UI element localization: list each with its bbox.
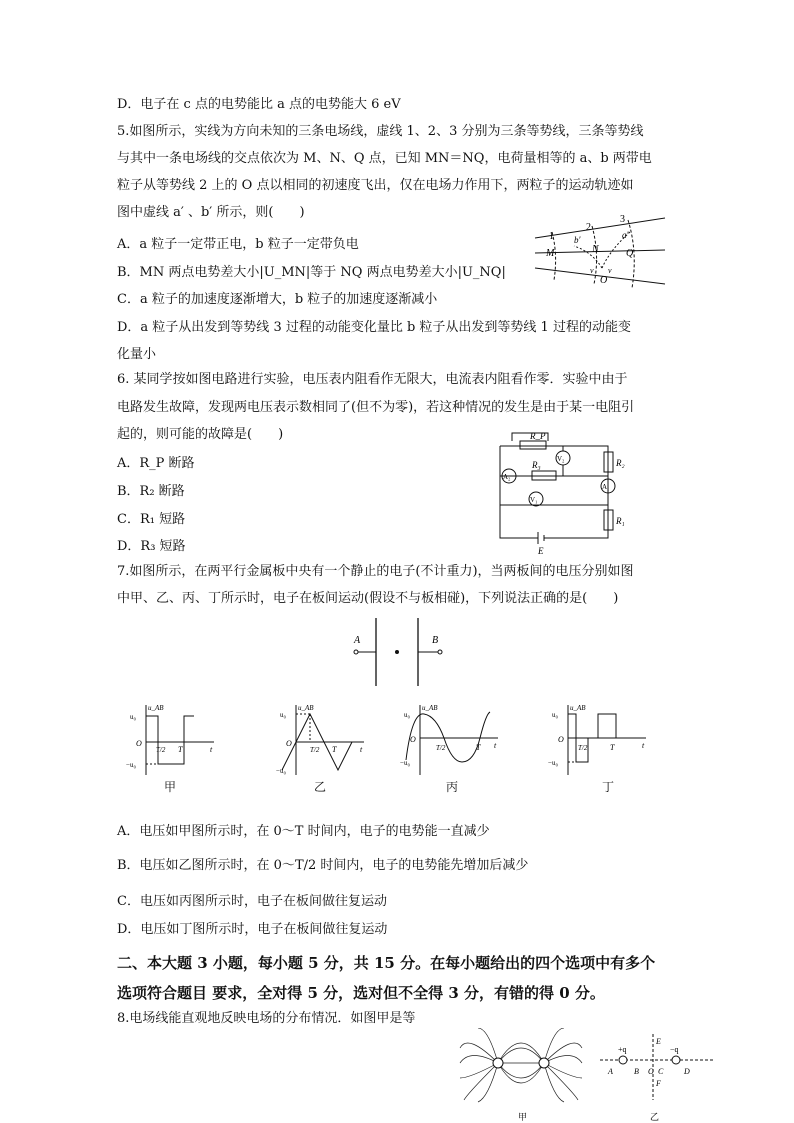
origin-label: O — [410, 735, 416, 744]
u0-label: u₀ — [404, 711, 410, 719]
section2-title-line-1: 二、本大题 3 小题，每小题 5 分，共 15 分。在每小题给出的四个选项中有多个 — [117, 954, 656, 972]
q7-plates-figure — [346, 618, 456, 688]
q5-label-3: 3 — [620, 214, 625, 225]
q7-graph-yi-caption: 乙 — [314, 780, 327, 794]
neg-u0-label: −u₀ — [126, 761, 136, 769]
q6-label-r1: R₁ — [616, 516, 625, 526]
q7-plate-a-label: A — [354, 635, 361, 646]
q5-option-a: A．a 粒子一定带正电，b 粒子一定带负电 — [117, 237, 359, 252]
q8-e-label: E — [656, 1037, 661, 1046]
q6-label-r2: R₂ — [616, 458, 625, 468]
neg-u0-label: −u₀ — [400, 759, 410, 767]
u-label: u_AB — [298, 704, 314, 712]
q5-field-figure — [530, 210, 670, 290]
u-label: u_AB — [148, 704, 164, 712]
q6-circuit-figure — [490, 428, 640, 556]
neg-u0-label: −u₀ — [548, 759, 558, 767]
q7-plate-b-label: B — [432, 635, 439, 646]
q6-option-c: C．R₁ 短路 — [117, 512, 186, 527]
half-period-label: T/2 — [156, 746, 166, 754]
period-label: T — [476, 743, 481, 752]
u0-label: u₀ — [130, 713, 136, 721]
period-label: T — [610, 743, 615, 752]
u-label: u_AB — [422, 704, 438, 712]
q5-label-m: M — [546, 248, 555, 259]
q7-graph-ding-caption: 丁 — [602, 780, 615, 794]
q8-c-label: C — [658, 1067, 664, 1076]
u0-label: u₀ — [552, 711, 558, 719]
q5-label-2: 2 — [586, 222, 591, 233]
q8-jia-caption: 甲 — [518, 1112, 528, 1122]
q6-label-v1: V₁ — [530, 496, 538, 504]
q7-stem-line-2: 中甲、乙、丙、丁所示时，电子在板间运动(假设不与板相碰)，下列说法正确的是( ) — [117, 591, 619, 606]
q6-label-e: E — [538, 546, 544, 556]
q6-stem-line-2: 电路发生故障，发现两电压表示数相同了(但不为零)，若这种情况的发生是由于某一电阻引 — [117, 400, 635, 415]
q5-option-c: C．a 粒子的加速度逐渐增大，b 粒子的加速度逐渐减小 — [117, 292, 438, 307]
q8-charges-figure — [598, 1030, 718, 1123]
half-period-label: T/2 — [310, 746, 320, 754]
q7-graph-jia — [126, 700, 226, 780]
u0-label: u₀ — [280, 711, 286, 719]
q7-graph-ding — [548, 700, 658, 780]
q7-graph-bing — [400, 700, 510, 780]
q7-graph-jia-caption: 甲 — [164, 780, 177, 794]
q5-label-v2: v — [608, 266, 612, 275]
q6-label-rp: R_P — [530, 431, 546, 441]
q5-option-d-cont: 化量小 — [117, 347, 157, 362]
q5-option-d: D．a 粒子从出发到等势线 3 过程的动能变化量比 b 粒子从出发到等势线 1 过程的动能变 — [117, 320, 631, 335]
q7-option-a: A．电压如甲图所示时，在 0～T 时间内，电子的电势能一直减少 — [117, 824, 490, 839]
q5-label-o: O — [600, 275, 608, 286]
q8-a-label: A — [608, 1067, 613, 1076]
q5-stem-line-3: 粒子从等势线 2 上的 O 点以相同的初速度飞出，仅在电场力作用下，两粒子的运动轨迹如 — [117, 178, 634, 193]
q8-b-label: B — [634, 1067, 639, 1076]
q8-stem: 8.电场线能直观地反映电场的分布情况．如图甲是等 — [117, 1011, 416, 1026]
q8-plus-q-label: +q — [618, 1045, 627, 1054]
section2-title-line-2: 选项符合题目 要求，全对得 5 分，选对但不全得 3 分，有错的得 0 分。 — [117, 984, 605, 1002]
period-label: T — [178, 745, 183, 754]
origin-label: O — [136, 739, 142, 748]
q5-label-v1: v — [590, 266, 594, 275]
q5-label-q: Q — [626, 248, 634, 259]
origin-label: O — [286, 739, 292, 748]
q6-option-d: D．R₃ 短路 — [117, 539, 186, 554]
half-period-label: T/2 — [578, 744, 588, 752]
q5-label-1: 1 — [549, 231, 554, 242]
q8-minus-q-label: −q — [670, 1045, 679, 1054]
q6-option-b: B．R₂ 断路 — [117, 484, 185, 499]
q5-label-a: a′ — [622, 230, 629, 240]
q6-label-v2: V₂ — [557, 455, 565, 463]
q5-stem-line-4: 图中虚线 a′ 、b′ 所示，则( ) — [117, 205, 305, 220]
half-period-label: T/2 — [436, 744, 446, 752]
t-label: t — [642, 741, 645, 750]
q5-stem-line-1: 5.如图所示，实线为方向未知的三条电场线，虚线 1、2、3 分别为三条等势线，三条等势线 — [117, 124, 644, 139]
q7-stem-line-1: 7.如图所示，在两平行金属板中央有一个静止的电子(不计重力)，当两板间的电压分别如图 — [117, 564, 634, 579]
u-label: u_AB — [570, 704, 586, 712]
t-label: t — [360, 745, 363, 754]
q6-label-r3: R₃ — [532, 460, 541, 470]
q6-stem-line-3: 起的，则可能的故障是( ) — [117, 427, 284, 442]
t-label: t — [210, 745, 213, 754]
q8-o-label: O — [648, 1067, 654, 1076]
q7-option-d: D．电压如丁图所示时，电子在板间做往复运动 — [117, 922, 388, 937]
q5-label-n: N — [592, 244, 599, 255]
origin-label: O — [558, 735, 564, 744]
q7-graph-yi — [276, 700, 376, 780]
q8-f-label: F — [656, 1079, 661, 1088]
q4-option-d: D．电子在 c 点的电势能比 a 点的电势能大 6 eV — [117, 97, 401, 112]
neg-u0-label: −u₀ — [276, 767, 286, 775]
q6-stem-line-1: 6. 某同学按如图电路进行实验，电压表内阻看作无限大，电流表内阻看作零．实验中由于 — [117, 372, 628, 387]
q8-yi-caption: 乙 — [650, 1112, 660, 1122]
q7-option-c: C．电压如丙图所示时，电子在板间做往复运动 — [117, 894, 387, 909]
q5-stem-line-2: 与其中一条电场线的交点依次为 M、N、Q 点，已知 MN＝NQ，电荷量相等的 a、b 两带电 — [117, 151, 652, 166]
t-label: t — [494, 741, 497, 750]
q7-graph-bing-caption: 丙 — [446, 780, 459, 794]
q6-label-a1: A₁ — [602, 483, 610, 491]
period-label: T — [332, 745, 337, 754]
q5-label-b: b′ — [574, 235, 581, 245]
q5-option-b: B．MN 两点电势差大小|U_MN|等于 NQ 两点电势差大小|U_NQ| — [117, 265, 506, 280]
q6-label-a2: A₂ — [503, 473, 511, 481]
q6-option-a: A．R_P 断路 — [117, 456, 195, 471]
q8-d-label: D — [684, 1067, 690, 1076]
q7-option-b: B．电压如乙图所示时，在 0～T/2 时间内，电子的电势能先增加后减少 — [117, 858, 529, 873]
q8-field-lines-figure — [458, 1028, 588, 1123]
